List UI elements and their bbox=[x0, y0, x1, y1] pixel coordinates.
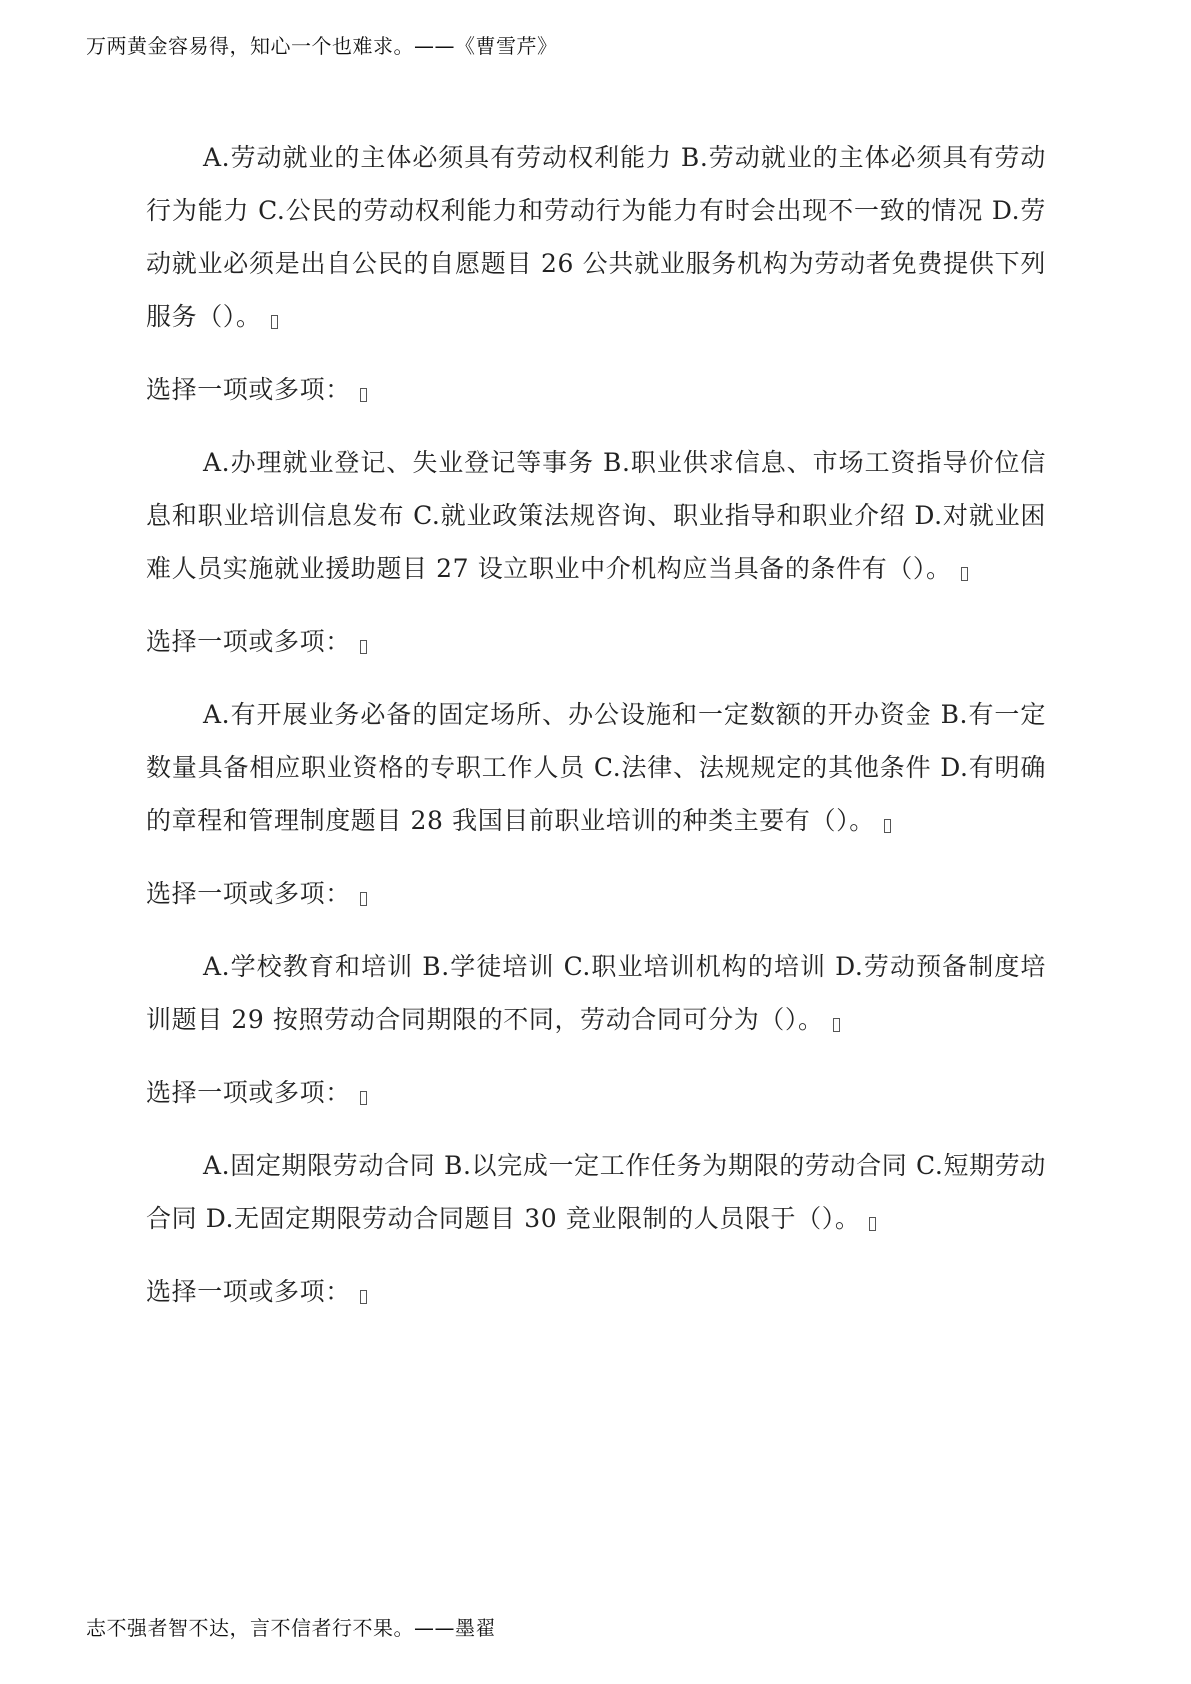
missing-glyph-icon bbox=[869, 1217, 876, 1231]
footer-quote: 志不强者智不达，言不信者行不果。——墨翟 bbox=[86, 1616, 496, 1640]
missing-glyph-icon bbox=[360, 892, 367, 906]
question-options-paragraph bbox=[146, 688, 1046, 847]
missing-glyph-icon bbox=[360, 640, 367, 654]
select-prompt bbox=[146, 1066, 1046, 1119]
missing-glyph-icon bbox=[360, 1091, 367, 1105]
header-quote: 万两黄金容易得，知心一个也难求。——《曹雪芹》 bbox=[86, 34, 558, 58]
missing-glyph-icon bbox=[360, 388, 367, 402]
paragraph-text: A.学校教育和培训 B.学徒培训 C.职业培训机构的培训 D.劳动预备制度培训题目 29 按照劳动合同期限的不同，劳动合同可分为（）。 bbox=[146, 952, 1046, 1034]
select-prompt bbox=[146, 867, 1046, 920]
document-body bbox=[146, 131, 1046, 1338]
question-options-paragraph bbox=[146, 940, 1046, 1046]
missing-glyph-icon bbox=[884, 819, 891, 833]
prompt-text: 选择一项或多项： bbox=[146, 627, 351, 656]
question-options-paragraph bbox=[146, 436, 1046, 595]
paragraph-text: A.劳动就业的主体必须具有劳动权利能力 B.劳动就业的主体必须具有劳动行为能力 C.公民的劳动权利能力和劳动行为能力有时会出现不一致的情况 D.劳动就业必须是出自公民的自愿题目 26 公共就业服务机构为劳动者免费提供下列服务（）。 bbox=[146, 143, 1046, 331]
missing-glyph-icon bbox=[271, 315, 278, 329]
missing-glyph-icon bbox=[360, 1290, 367, 1304]
missing-glyph-icon bbox=[961, 567, 968, 581]
prompt-text: 选择一项或多项： bbox=[146, 1277, 351, 1306]
select-prompt bbox=[146, 615, 1046, 668]
missing-glyph-icon bbox=[833, 1018, 840, 1032]
question-options-paragraph bbox=[146, 1139, 1046, 1245]
select-prompt bbox=[146, 363, 1046, 416]
prompt-text: 选择一项或多项： bbox=[146, 879, 351, 908]
question-options-paragraph bbox=[146, 131, 1046, 343]
prompt-text: 选择一项或多项： bbox=[146, 375, 351, 404]
paragraph-text: A.办理就业登记、失业登记等事务 B.职业供求信息、市场工资指导价位信息和职业培训信息发布 C.就业政策法规咨询、职业指导和职业介绍 D.对就业困难人员实施就业援助题目 27 设立职业中介机构应当具备的条件有（）。 bbox=[146, 448, 1046, 583]
paragraph-text: A.有开展业务必备的固定场所、办公设施和一定数额的开办资金 B.有一定数量具备相应职业资格的专职工作人员 C.法律、法规规定的其他条件 D.有明确的章程和管理制度题目 28 我国目前职业培训的种类主要有（）。 bbox=[146, 700, 1046, 835]
prompt-text: 选择一项或多项： bbox=[146, 1078, 351, 1107]
select-prompt bbox=[146, 1265, 1046, 1318]
paragraph-text: A.固定期限劳动合同 B.以完成一定工作任务为期限的劳动合同 C.短期劳动合同 D.无固定期限劳动合同题目 30 竞业限制的人员限于（）。 bbox=[146, 1151, 1046, 1233]
